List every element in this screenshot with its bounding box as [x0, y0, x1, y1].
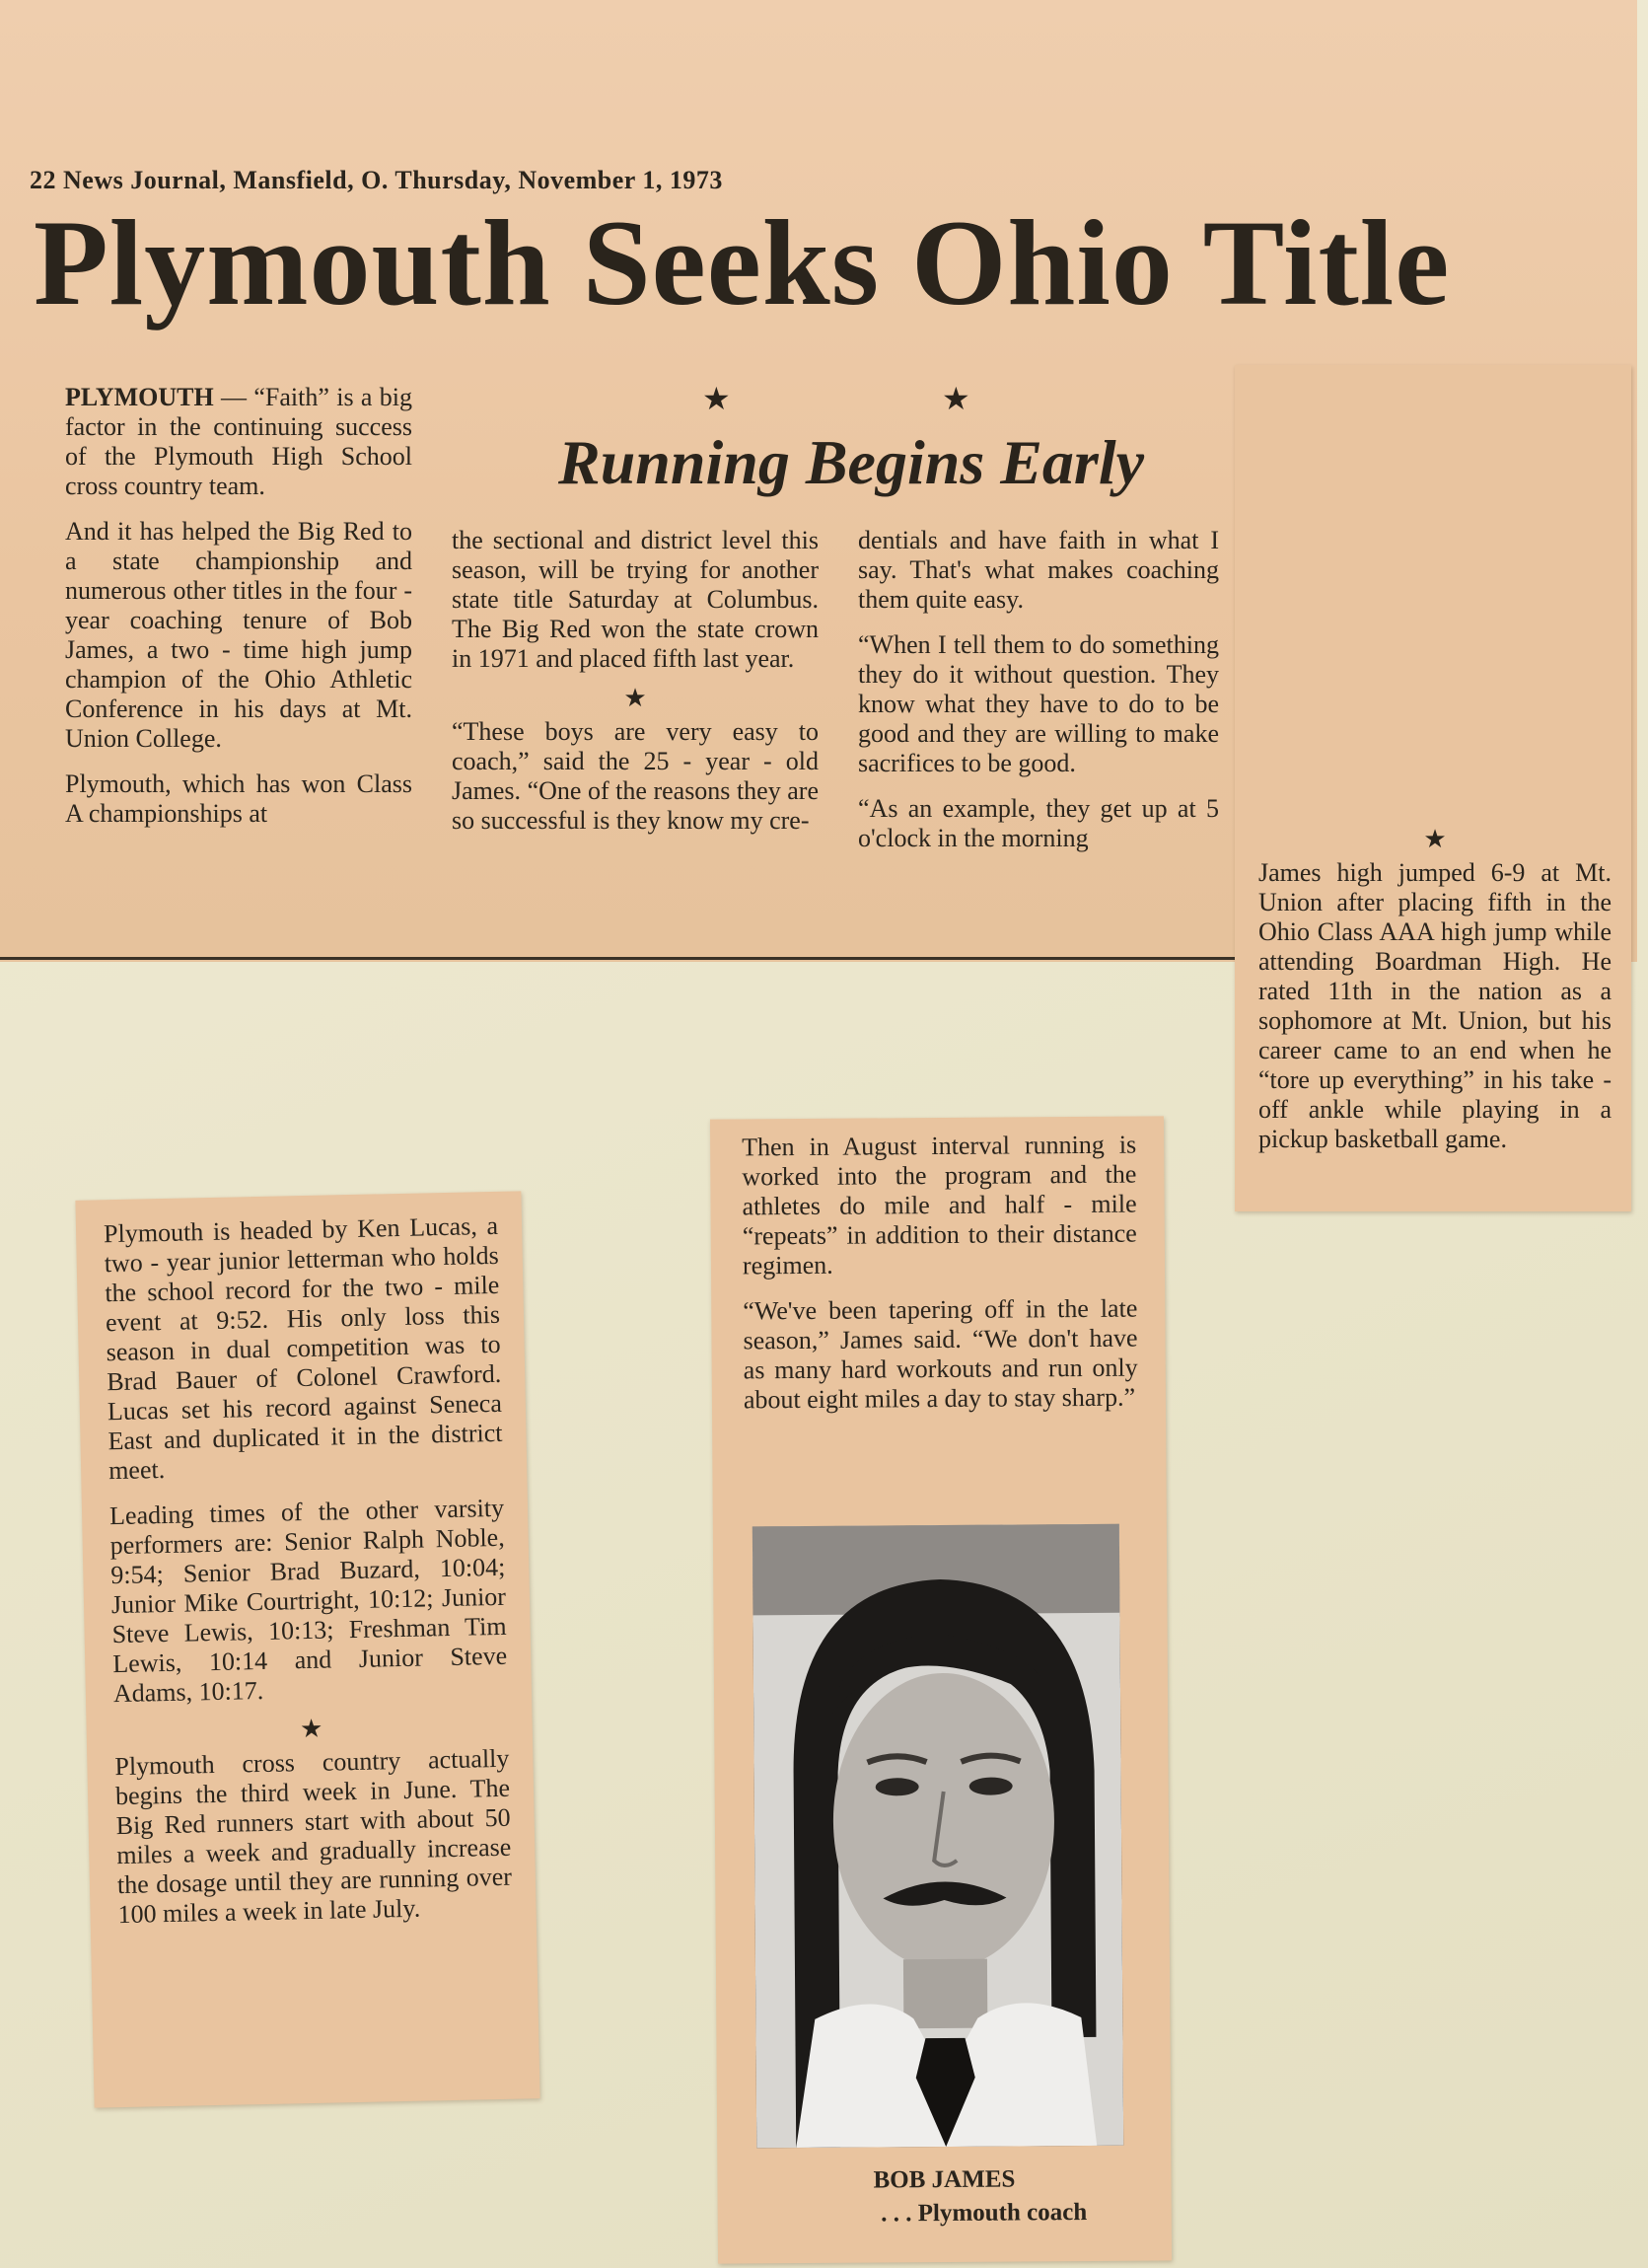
photo-caption-title: . . . Plymouth coach: [881, 2198, 1088, 2228]
paragraph: dentials and have faith in what I say. That's what makes coaching them quite easy.: [858, 526, 1219, 614]
star-ornament: ★: [942, 381, 970, 416]
star-ornament: ★: [702, 381, 731, 416]
paragraph: James high jumped 6-9 at Mt. Union after placing fifth in the Ohio Class AAA high jump while attending Boardman High. He rated 11th in the nation as a sophomore at Mt. Union, but his career came to an end when he “tore up everything” in his take - off ankle while playing in a pickup basketball game.: [1258, 858, 1612, 1153]
star-ornament: ★: [1423, 825, 1447, 853]
paragraph: Plymouth, which has won Class A championships at: [65, 769, 412, 828]
headline: Plymouth Seeks Ohio Title: [34, 195, 1451, 330]
dateline: 22 News Journal, Mansfield, O. Thursday, November 1, 1973: [30, 166, 723, 194]
paragraph: Plymouth cross country actually begins the third week in June. The Big Red runners start with about 50 miles a week and gradually increase the dosage until they are running over 100 miles a week in late July.: [114, 1743, 513, 1930]
star-ornament: ★: [299, 1714, 323, 1744]
column-rule: [0, 957, 1235, 960]
right-continuation-clipping: [1235, 365, 1631, 1211]
article-column-3: [858, 526, 1219, 869]
clipping-text: [104, 1211, 513, 1945]
paragraph: And it has helped the Big Red to a state championship and numerous other titles in the four - year coaching tenure of Bob James, a two - time high jump champion of the Ohio Athletic Conference in his days at Mt. Union College.: [65, 517, 412, 753]
paragraph: “We've been tapering off in the late season,” James said. “We don't have as many hard workouts and run only about eight miles a day to stay sharp.”: [743, 1293, 1138, 1415]
paragraph: Then in August interval running is worked into the program and the athletes do mile and half - mile “repeats” in addition to their distance regimen.: [742, 1130, 1137, 1280]
paragraph: the sectional and district level this season, will be trying for another state title Saturday at Columbus. The Big Red won the state crown in 1971 and placed fifth last year.: [452, 526, 819, 673]
paragraph: — “Faith” is a big factor in the continuing success of the Plymouth High School cross country team.: [65, 383, 412, 500]
paragraph: “As an example, they get up at 5 o'clock in the morning: [858, 794, 1219, 852]
paragraph: “When I tell them to do something they do it without question. They know what they have to do to be good and they are willing to make sacrifices to be good.: [858, 630, 1219, 777]
portrait-illustration: [752, 1524, 1123, 2149]
left-clipping: [75, 1191, 539, 2107]
paragraph: “These boys are very easy to coach,” said the 25 - year - old James. “One of the reasons they are so successful is they know my cre-: [452, 717, 819, 835]
article-column-1: [65, 383, 412, 844]
paragraph: Leading times of the other varsity performers are: Senior Ralph Noble, 9:54; Senior Brad Buzard, 10:04; Junior Mike Courtright, 10:12; Junior Steve Lewis, 10:13; Freshman Tim Lewis, 10:14 and Junior Steve Adams, 10:17.: [108, 1493, 508, 1709]
article-column-4-continued: [1258, 825, 1612, 1170]
clipping-text: [742, 1131, 1138, 1431]
photo-caption-name: BOB JAMES: [873, 2165, 1016, 2194]
star-ornament: ★: [623, 684, 647, 712]
paragraph: Plymouth is headed by Ken Lucas, a two - year junior letterman who holds the school record for the two - mile event at 9:52. His only loss this season in dual competition was to Brad Bauer of Colonel Crawford. Lucas set his record against Seneca East and duplicated it in the district meet.: [103, 1210, 503, 1486]
subheadline: Running Begins Early: [558, 427, 1144, 497]
photo-clipping: [710, 1116, 1172, 2263]
article-column-2: [452, 526, 819, 851]
coach-portrait-photo: [752, 1524, 1123, 2149]
dateline-lead: PLYMOUTH: [65, 383, 214, 411]
